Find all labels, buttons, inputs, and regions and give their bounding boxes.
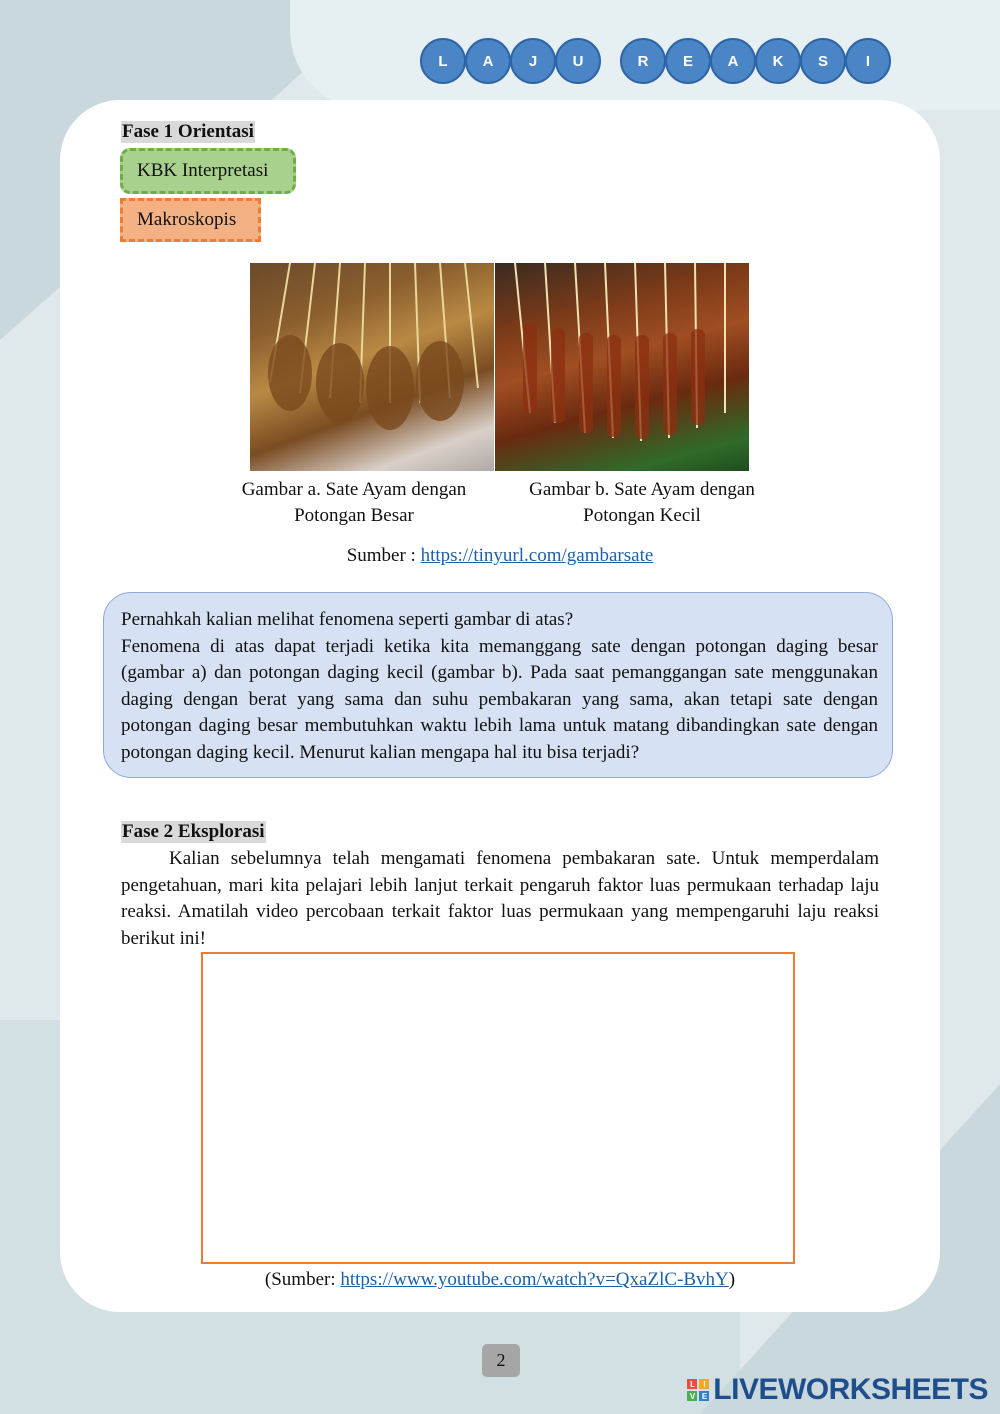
title-letter: S <box>800 38 846 84</box>
video-source-close: ) <box>728 1269 736 1290</box>
caption-a-line1: Gambar a. Sate Ayam dengan <box>241 479 467 500</box>
video-embed-frame[interactable] <box>201 952 795 1264</box>
sate-small-image <box>495 263 749 471</box>
image-source-link[interactable]: https://tinyurl.com/gambarsate <box>420 545 654 566</box>
title-letter: K <box>755 38 801 84</box>
logo-letter: E <box>699 1391 709 1401</box>
fase2-paragraph: Kalian sebelumnya telah mengamati fenomena pembakaran sate. Untuk memperdalam pengetahuan, mari kita pelajari lebih lanjut terkait pengaruh faktor luas permukaan terhadap laju reaksi. Amatilah video percobaan terkait faktor luas permukaan yang mempengaruhi laju reaksi berikut ini! <box>121 848 879 949</box>
caption-a-line2: Potongan Besar <box>294 505 414 526</box>
caption-b-line2: Potongan Kecil <box>583 505 701 526</box>
title-letter: J <box>510 38 556 84</box>
question-box <box>103 592 893 778</box>
title-letter: I <box>845 38 891 84</box>
question-paragraph: Fenomena di atas dapat terjadi ketika kita memanggang sate dengan potongan daging besar (gambar a) dan potongan daging kecil (gambar b). Pada saat pemanggangan sate menggunakan daging dengan berat yang sama dan suhu pembakaran yang sama, akan tetapi sate dengan potongan daging besar membutuhkan waktu lebih lama untuk matang dibandingkan sate dengan potongan daging kecil. Menurut kalian mengapa hal itu bisa terjadi? <box>121 635 878 763</box>
fase1-title: Fase 1 Orientasi <box>122 121 254 142</box>
liveworksheets-wordmark: LIVEWORKSHEETS <box>713 1373 988 1406</box>
page-title-laju-reaksi <box>420 38 890 84</box>
fase2-title: Fase 2 Eksplorasi <box>122 821 265 842</box>
question-intro: Pernahkah kalian melihat fenomena seperti gambar di atas? <box>121 609 574 630</box>
logo-letter: V <box>687 1391 697 1401</box>
kbk-tag: KBK Interpretasi <box>120 148 296 194</box>
level-tag: Makroskopis <box>120 198 261 242</box>
video-source-link[interactable]: https://www.youtube.com/watch?v=QxaZlC-BvhY <box>340 1269 729 1290</box>
title-letter: E <box>665 38 711 84</box>
image-source <box>0 545 1000 567</box>
title-letter: U <box>555 38 601 84</box>
title-letter: A <box>465 38 511 84</box>
image-source-label: Sumber : <box>346 545 421 566</box>
logo-letter: L <box>687 1379 697 1389</box>
video-source-open: (Sumber: <box>264 1269 341 1290</box>
caption-image-a <box>224 477 484 529</box>
liveworksheets-logo-icon <box>687 1379 709 1401</box>
caption-image-b <box>512 477 772 529</box>
title-letter: L <box>420 38 466 84</box>
title-letter: R <box>620 38 666 84</box>
title-letter: A <box>710 38 756 84</box>
video-source <box>0 1269 1000 1291</box>
logo-letter: I <box>699 1379 709 1389</box>
sate-large-image <box>250 263 494 471</box>
liveworksheets-brand[interactable] <box>687 1373 988 1407</box>
caption-b-line1: Gambar b. Sate Ayam dengan <box>529 479 755 500</box>
page-number: 2 <box>482 1344 520 1377</box>
